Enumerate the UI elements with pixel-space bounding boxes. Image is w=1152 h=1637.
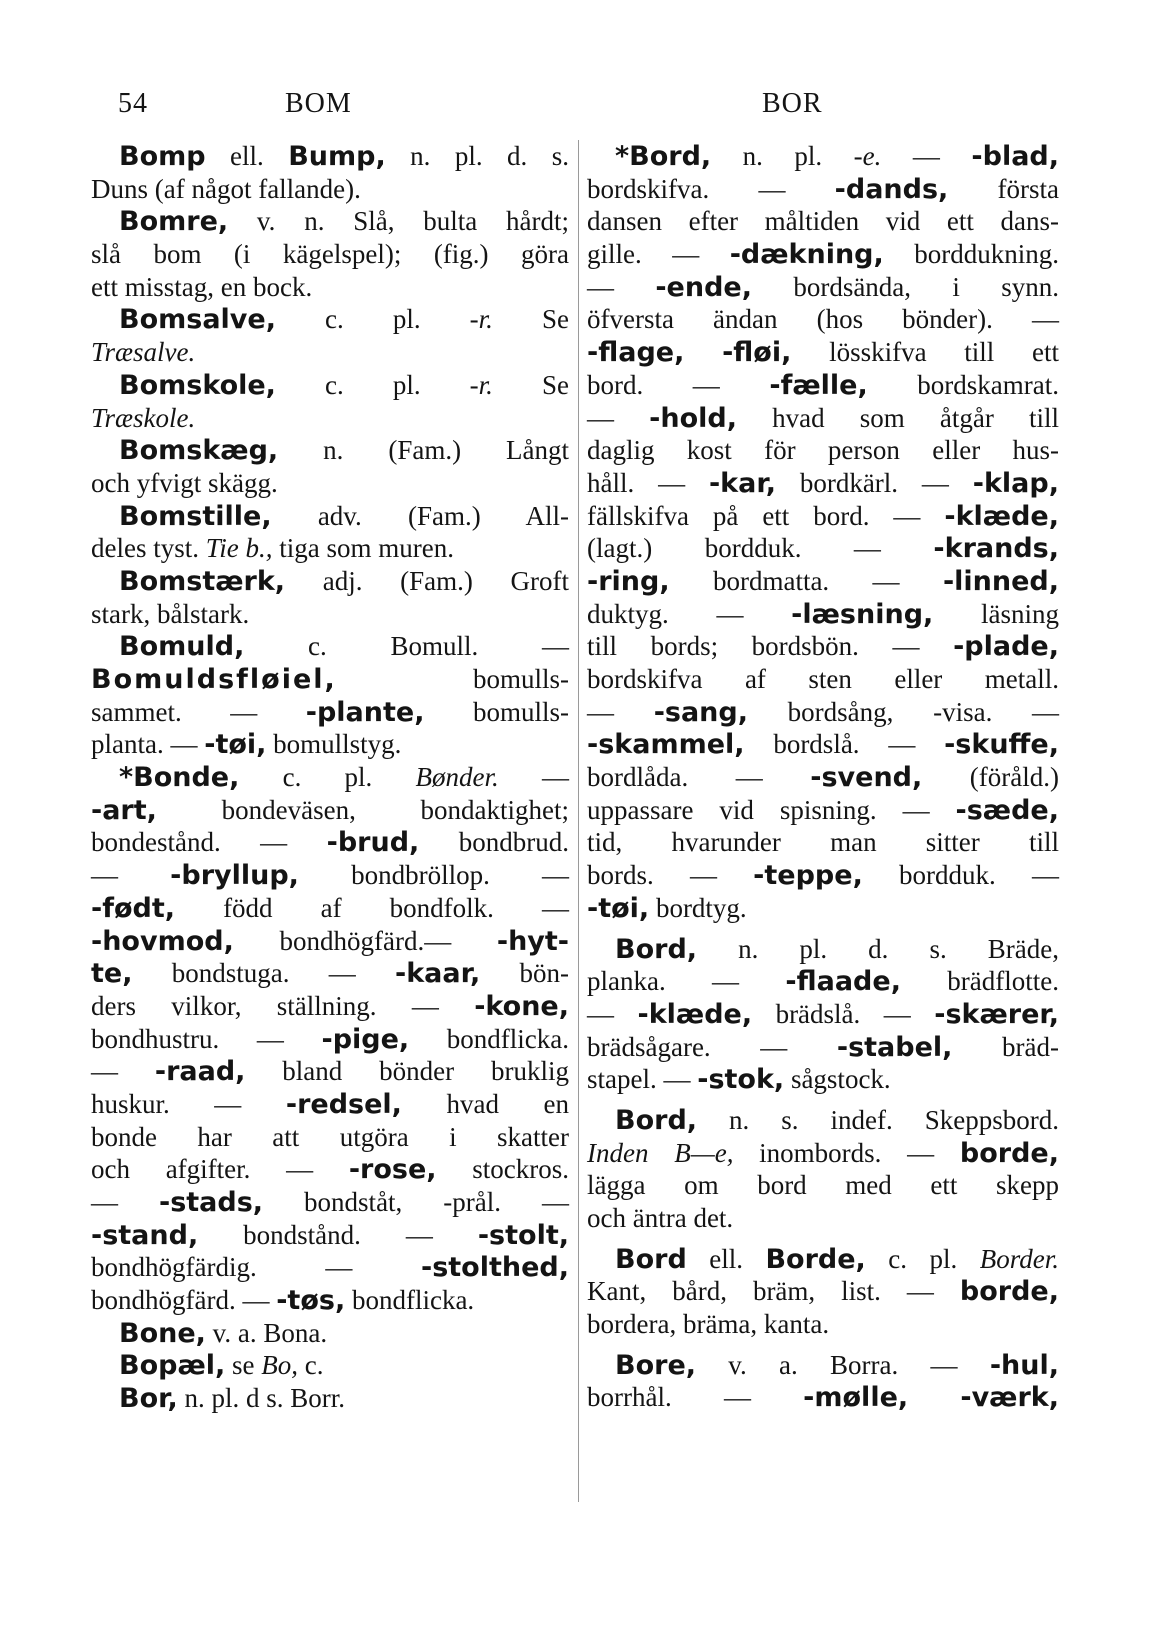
- text-span: (föråld.): [922, 762, 1059, 793]
- italic-text: Bo,: [261, 1350, 299, 1381]
- text-span: brädslå. —: [752, 998, 935, 1029]
- headword: Bomstærk,: [119, 565, 286, 597]
- entry-first-line: [587, 140, 1059, 173]
- entry-line: [91, 859, 569, 892]
- compound-headword: -ring,: [587, 565, 670, 597]
- text-span: bords. —: [587, 860, 754, 891]
- text-span: dansen efter måltiden vid ett dans-: [587, 206, 1059, 237]
- compound-headword: -pige,: [321, 1023, 410, 1055]
- text-span: deles tyst.: [91, 533, 206, 564]
- compound-headword: -kone,: [474, 990, 569, 1022]
- headword: Bor,: [119, 1383, 178, 1415]
- text-span: —: [587, 998, 638, 1029]
- compound-headword: -tøi,: [204, 729, 267, 761]
- text-span: bordskifva af sten eller metall.: [587, 664, 1059, 694]
- compound-headword: -krands,: [933, 533, 1059, 565]
- compound-headword: -svend,: [810, 762, 923, 794]
- compound-headword: -flage,: [587, 337, 685, 369]
- text-span: bondflicka.: [409, 1023, 569, 1054]
- text-span: [684, 337, 722, 367]
- headword: Bopæl,: [119, 1350, 226, 1382]
- text-span: lägga om bord med ett skepp: [587, 1170, 1059, 1201]
- text-span: [908, 1382, 960, 1412]
- italic-text: -r.: [469, 304, 493, 335]
- compound-headword: -plade,: [953, 631, 1059, 663]
- compound-headword: -sæde,: [955, 794, 1059, 826]
- text-span: bondhögfärd.—: [233, 925, 497, 956]
- compound-headword: -klæde,: [944, 500, 1059, 532]
- text-span: tiga som muren.: [272, 533, 454, 564]
- text-span: tid, hvarunder man sitter till: [587, 827, 1059, 858]
- entry-first-line: [91, 205, 569, 238]
- entry-line: [91, 532, 569, 565]
- entry-first-line: [91, 630, 569, 663]
- entry-line: [587, 500, 1059, 533]
- text-span: fällskifva på ett bord. —: [587, 500, 945, 531]
- text-span: daglig kost för person eller hus-: [587, 435, 1059, 466]
- text-span: c. pl.: [865, 1243, 980, 1274]
- text-span: Se: [492, 369, 569, 400]
- text-span: —: [91, 1187, 159, 1217]
- compound-headword: -stads,: [159, 1187, 264, 1218]
- text-span: Duns (af något fallande).: [91, 173, 361, 204]
- right-column: [587, 140, 1059, 1414]
- text-span: n. pl. d s. Borr.: [177, 1383, 345, 1414]
- text-span: hvad en: [401, 1088, 570, 1119]
- text-span: n. pl.: [711, 141, 854, 171]
- compound-headword: -redsel,: [285, 1088, 402, 1120]
- text-span: håll. —: [587, 467, 709, 498]
- entry-line: [587, 696, 1059, 729]
- text-span: —: [587, 271, 656, 302]
- entry-line: [91, 467, 569, 500]
- entry-line: [587, 565, 1059, 598]
- compound-headword: -læsning,: [791, 598, 934, 630]
- text-span: c. pl.: [275, 304, 470, 335]
- text-span: —: [91, 1056, 155, 1087]
- entry-line: [91, 1284, 569, 1317]
- text-span: ell.: [686, 1243, 766, 1274]
- italic-text: -e.: [853, 141, 882, 171]
- entry-line: [91, 925, 569, 958]
- entry-gap: [587, 1341, 1059, 1349]
- compound-headword: borde,: [959, 1137, 1059, 1169]
- text-span: bondbrud.: [419, 827, 569, 858]
- entry-line: [91, 1023, 569, 1056]
- text-span: bordskamrat.: [867, 369, 1059, 400]
- entry-line: [587, 728, 1059, 761]
- compound-headword: -stolthed,: [420, 1252, 569, 1284]
- text-span: Kant, bård, bräm, list. —: [587, 1276, 960, 1307]
- compound-headword: -dækning,: [729, 239, 884, 271]
- compound-headword: -blad,: [971, 141, 1059, 172]
- entry-line: [587, 1381, 1059, 1414]
- compound-headword: -stand,: [91, 1219, 199, 1251]
- text-span: c. pl.: [239, 762, 416, 793]
- compound-headword: -mølle,: [803, 1382, 909, 1414]
- entry-first-line: [91, 761, 569, 794]
- headword: Bore,: [615, 1349, 697, 1381]
- headword: Bord,: [615, 1104, 698, 1136]
- entry-line: [91, 238, 569, 271]
- compound-headword: -fælle,: [769, 369, 868, 401]
- italic-text: Tie b.,: [205, 533, 273, 564]
- text-span: ell.: [205, 141, 289, 171]
- entry-line: [91, 173, 569, 206]
- headword: *Bord,: [615, 141, 712, 172]
- entry-line: [91, 892, 569, 925]
- headword: Bomuld,: [119, 631, 245, 663]
- text-span: lösskifva till ett: [791, 337, 1059, 368]
- entry-first-line: [91, 1317, 569, 1350]
- compound-headword: te,: [91, 958, 133, 990]
- text-span: bordsända, i synn.: [751, 271, 1059, 302]
- text-span: sågstock.: [784, 1064, 891, 1095]
- compound-headword: -bryllup,: [170, 860, 299, 892]
- text-span: —: [587, 402, 650, 433]
- text-span: och yfvigt skägg.: [91, 467, 278, 498]
- text-span: bordduk. —: [862, 860, 1059, 891]
- text-span: bondestånd. —: [91, 827, 327, 858]
- text-span: planka. —: [587, 966, 786, 997]
- compound-headword: -skammel,: [587, 729, 745, 761]
- headword: Bomre,: [119, 206, 229, 238]
- text-span: bondbröllop. —: [298, 860, 570, 891]
- text-span: —: [587, 696, 654, 727]
- text-span: läsning: [933, 598, 1059, 629]
- entry-first-line: [91, 434, 569, 467]
- entry-first-line: [91, 1349, 569, 1382]
- text-span: bland bönder bruklig: [245, 1056, 569, 1087]
- entry-first-line: [91, 369, 569, 402]
- italic-text: Bønder.: [415, 762, 499, 793]
- compound-headword: -værk,: [960, 1382, 1060, 1414]
- entry-line: [91, 402, 569, 435]
- text-span: bomulls-: [424, 696, 569, 727]
- compound-headword: -plante,: [305, 696, 425, 728]
- text-span: (lagt.) bordduk. —: [587, 533, 934, 564]
- italic-text: Træsalve.: [91, 337, 196, 368]
- page-number: 54: [118, 88, 148, 119]
- entry-gap: [587, 1235, 1059, 1243]
- compound-headword: -brud,: [326, 827, 420, 859]
- text-span: adv. (Fam.) All-: [271, 500, 569, 531]
- compound-headword: -hold,: [649, 402, 737, 434]
- text-span: bordslå. —: [744, 729, 945, 760]
- text-span: v. a. Borra. —: [696, 1349, 990, 1380]
- entry-line: [587, 1137, 1059, 1170]
- text-span: huskur. —: [91, 1088, 286, 1119]
- entry-line: [91, 271, 569, 304]
- entry-line: [587, 998, 1059, 1031]
- compound-headword: -raad,: [154, 1056, 246, 1088]
- text-span: öfversta ändan (hos bönder). —: [587, 304, 1059, 335]
- text-span: gille. —: [587, 239, 730, 270]
- headword: Bomskole,: [119, 369, 276, 401]
- text-span: bordsång, -visa. —: [748, 696, 1060, 727]
- compound-headword: borde,: [959, 1276, 1059, 1308]
- compound-headword: -hyt-: [496, 925, 569, 957]
- entry-line: [91, 1121, 569, 1154]
- compound-headword: -født,: [91, 892, 175, 924]
- text-span: —: [498, 762, 569, 793]
- entry-line: [587, 303, 1059, 336]
- column-divider: [578, 140, 579, 1502]
- entry-first-line: [587, 1349, 1059, 1382]
- entry-line: [91, 1088, 569, 1121]
- text-span: och afgifter. —: [91, 1154, 349, 1185]
- entry-line: [587, 965, 1059, 998]
- entry-line: [587, 1275, 1059, 1308]
- entry-line: [587, 663, 1059, 696]
- text-span: bordtyg.: [649, 892, 747, 923]
- compound-headword: -fløi,: [722, 337, 792, 369]
- text-span: brädsågare. —: [587, 1031, 837, 1062]
- headword: Bomuldsfløiel,: [91, 664, 337, 695]
- compound-headword: -ende,: [655, 271, 752, 303]
- text-span: bondeväsen, bondaktighet;: [156, 794, 569, 825]
- entry-line: [587, 434, 1059, 467]
- entry-line: [587, 369, 1059, 402]
- entry-line: [587, 402, 1059, 435]
- entry-line: [587, 1308, 1059, 1341]
- headword: Bomsalve,: [119, 304, 276, 336]
- compound-headword: -kar,: [708, 467, 776, 499]
- text-span: bordera, bräma, kanta.: [587, 1309, 830, 1340]
- text-span: bordmatta. —: [669, 565, 943, 596]
- text-span: n. pl. d. s. Bräde,: [697, 933, 1059, 964]
- text-span: bön-: [480, 958, 569, 989]
- text-span: stockros.: [436, 1154, 569, 1185]
- text-span: n. s. indef. Skeppsbord.: [697, 1104, 1059, 1135]
- text-span: se: [225, 1350, 262, 1381]
- text-span: bräd-: [952, 1031, 1059, 1062]
- entry-line: [91, 1219, 569, 1252]
- text-span: bomulls-: [336, 664, 569, 694]
- text-span: bordkärl. —: [775, 467, 973, 498]
- left-column: [91, 140, 569, 1415]
- compound-headword: -sang,: [653, 696, 748, 728]
- compound-headword: -art,: [91, 794, 157, 826]
- right-guide-word: BOR: [762, 88, 823, 119]
- compound-headword: -kaar,: [395, 958, 481, 990]
- text-span: sammet. —: [91, 696, 306, 727]
- compound-headword: -stolt,: [477, 1219, 569, 1251]
- entry-line: [91, 696, 569, 729]
- entry-first-line: [587, 1104, 1059, 1137]
- entry-first-line: [91, 1382, 569, 1415]
- entry-line: [587, 271, 1059, 304]
- text-span: och äntra det.: [587, 1203, 734, 1233]
- entry-line: [587, 1031, 1059, 1064]
- text-span: borrhål. —: [587, 1382, 804, 1413]
- entry-line: [91, 957, 569, 990]
- text-span: inombords. —: [733, 1137, 960, 1168]
- text-span: slå bom (i kägelspel); (fig.) göra: [91, 239, 569, 270]
- compound-headword: -rose,: [348, 1154, 437, 1186]
- text-span: bordlåda. —: [587, 762, 811, 793]
- compound-headword: -linned,: [942, 565, 1059, 597]
- italic-text: Inden B—e,: [587, 1137, 734, 1168]
- entry-line: [91, 1251, 569, 1284]
- entry-first-line: [91, 303, 569, 336]
- text-span: bonde har att utgöra i skatter: [91, 1121, 569, 1152]
- entry-line: [587, 598, 1059, 631]
- entry-line: [587, 630, 1059, 663]
- text-span: bondhögfärdig. —: [91, 1252, 421, 1283]
- headword: Bump,: [288, 141, 386, 172]
- left-guide-word: BOM: [285, 88, 352, 119]
- entry-first-line: [587, 933, 1059, 966]
- entry-first-line: [91, 140, 569, 173]
- text-span: till bords; bordsbön. —: [587, 631, 954, 662]
- entry-line: [91, 1153, 569, 1186]
- entry-first-line: [91, 500, 569, 533]
- entry-line: [587, 336, 1059, 369]
- entry-line: [587, 467, 1059, 500]
- compound-headword: -dands,: [834, 173, 949, 205]
- compound-headword: -skærer,: [934, 998, 1060, 1030]
- compound-headword: -teppe,: [753, 860, 863, 892]
- headword: Bord,: [615, 933, 698, 965]
- text-span: hvad som åtgår till: [736, 402, 1059, 433]
- text-span: stapel. —: [587, 1064, 698, 1095]
- text-span: c. pl.: [275, 369, 470, 400]
- headword: Borde,: [765, 1243, 866, 1275]
- text-span: första: [948, 173, 1059, 204]
- entry-line: [91, 990, 569, 1023]
- text-span: planta. —: [91, 729, 205, 760]
- text-span: Se: [492, 304, 569, 335]
- headword: Bomp: [119, 141, 206, 172]
- compound-headword: -skuffe,: [944, 729, 1059, 761]
- text-span: n. pl. d. s.: [385, 141, 569, 171]
- entry-line: [587, 205, 1059, 238]
- entry-line: [587, 794, 1059, 827]
- text-span: c. Bomull. —: [244, 631, 569, 662]
- entry-first-line: [587, 1243, 1059, 1276]
- text-span: bord. —: [587, 369, 770, 400]
- headword: Bone,: [119, 1317, 206, 1349]
- italic-text: Træskole.: [91, 402, 196, 433]
- text-span: bondstånd. —: [198, 1219, 478, 1250]
- entry-line: [91, 728, 569, 761]
- entry-line: [587, 1169, 1059, 1202]
- compound-headword: -tøi,: [587, 892, 650, 924]
- italic-text: -r.: [469, 369, 493, 400]
- text-span: uppassare vid spisning. —: [587, 794, 956, 825]
- text-span: född af bondfolk. —: [175, 892, 569, 923]
- entry-line: [587, 826, 1059, 859]
- text-span: bomullstyg.: [266, 729, 402, 760]
- text-span: bondståt, -prål. —: [263, 1187, 570, 1217]
- compound-headword: -hul,: [989, 1349, 1059, 1381]
- text-span: bordskifva. —: [587, 173, 835, 204]
- entry-line: [587, 532, 1059, 565]
- compound-headword: -stabel,: [836, 1031, 953, 1063]
- text-span: c.: [298, 1350, 324, 1381]
- headword: Bomstille,: [119, 500, 272, 532]
- text-span: —: [881, 141, 972, 171]
- entry-line: [91, 1055, 569, 1088]
- headword: Bord: [615, 1243, 687, 1275]
- entry-line: [587, 173, 1059, 206]
- text-span: stark, bålstark.: [91, 598, 250, 629]
- text-span: bondstuga. —: [132, 958, 396, 989]
- compound-headword: -tøs,: [276, 1285, 346, 1317]
- text-span: ders vilkor, ställning. —: [91, 990, 475, 1021]
- entry-line: [91, 826, 569, 859]
- text-span: bondhustru. —: [91, 1023, 322, 1054]
- headword: *Bonde,: [119, 762, 240, 794]
- text-span: bondflicka.: [345, 1285, 475, 1316]
- text-span: v. n. Slå, bulta hårdt;: [228, 206, 569, 237]
- entry-line: [91, 336, 569, 369]
- entry-gap: [587, 1096, 1059, 1104]
- compound-headword: -hovmod,: [91, 925, 234, 957]
- text-span: borddukning.: [883, 239, 1059, 270]
- entry-gap: [587, 925, 1059, 933]
- compound-headword: -stok,: [697, 1064, 785, 1096]
- compound-headword: -klæde,: [637, 998, 753, 1030]
- compound-headword: -klap,: [972, 467, 1059, 499]
- text-span: adj. (Fam.) Groft: [285, 565, 569, 596]
- entry-line: [587, 761, 1059, 794]
- entry-line: [91, 1186, 569, 1219]
- text-span: n. (Fam.) Långt: [278, 435, 569, 466]
- headword: Bomskæg,: [119, 435, 279, 467]
- text-span: brädflotte.: [900, 966, 1059, 997]
- text-span: v. a. Bona.: [205, 1317, 328, 1348]
- entry-line: [91, 663, 569, 696]
- text-span: duktyg. —: [587, 598, 792, 629]
- entry-line: [587, 892, 1059, 925]
- entry-first-line: [91, 565, 569, 598]
- entry-line: [587, 238, 1059, 271]
- entry-line: [587, 859, 1059, 892]
- text-span: ett misstag, en bock.: [91, 271, 313, 302]
- entry-line: [91, 598, 569, 631]
- entry-line: [587, 1202, 1059, 1235]
- entry-line: [587, 1063, 1059, 1096]
- compound-headword: -flaade,: [785, 966, 901, 998]
- italic-text: Border.: [979, 1243, 1059, 1274]
- text-span: bondhögfärd. —: [91, 1285, 277, 1316]
- entry-line: [91, 794, 569, 827]
- text-span: —: [91, 860, 171, 891]
